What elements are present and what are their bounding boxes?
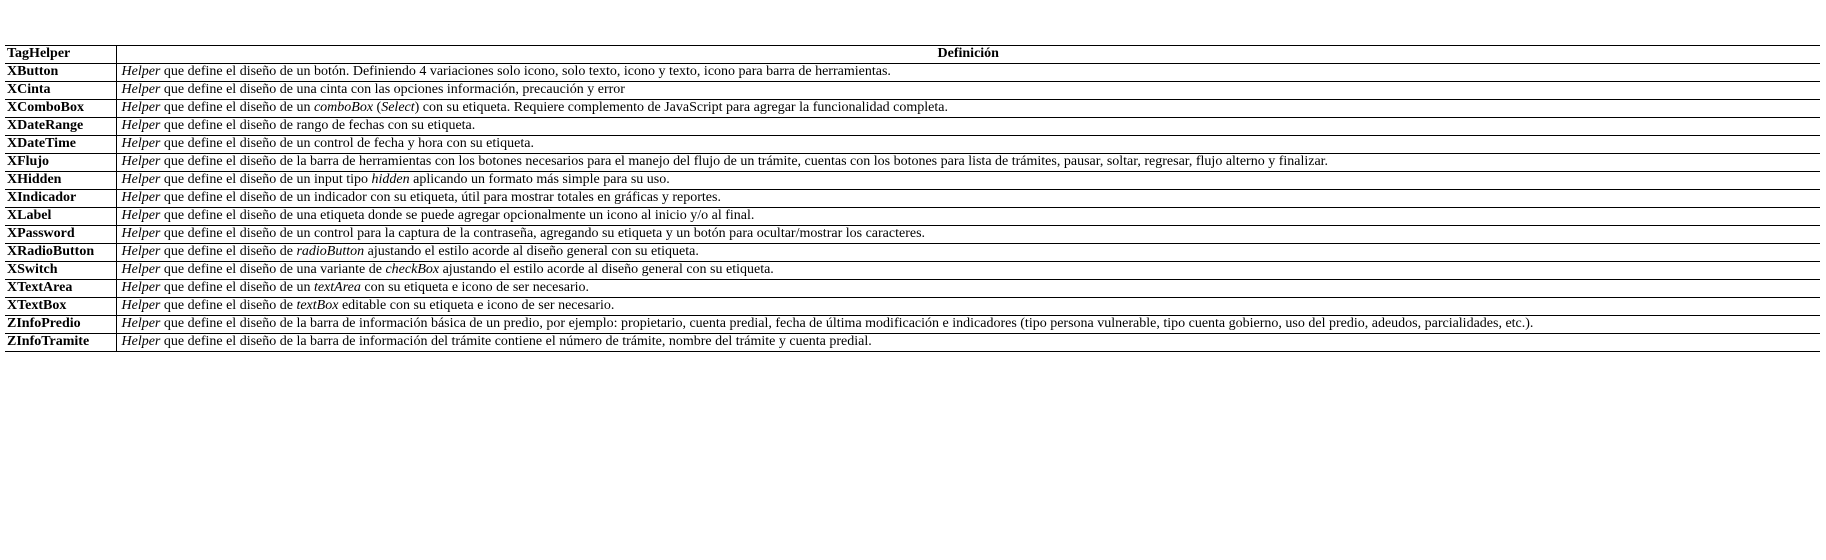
taghelper-name: XIndicador [5, 190, 116, 208]
definition-term: hidden [371, 172, 410, 187]
definition-text: que define el diseño de un control para la captura de la contraseña, agregando su etiqueta y un botón para ocultar/mostrar los caracteres. [160, 226, 926, 241]
taghelper-name: XComboBox [5, 100, 116, 118]
definition-text: que define el diseño de un input tipo [160, 172, 372, 187]
taghelper-definition [116, 172, 1820, 190]
definition-text: con su etiqueta e icono de ser necesario. [360, 280, 590, 295]
definition-term: Helper [121, 118, 161, 133]
definition-term: Helper [121, 82, 161, 97]
taghelper-definition [116, 280, 1820, 298]
definition-term: Helper [121, 280, 161, 295]
definition-term: Helper [121, 136, 161, 151]
definition-text: que define el diseño de una cinta con las opciones información, precaución y error [160, 82, 625, 97]
definition-term: Helper [121, 100, 161, 115]
table-row [5, 64, 1820, 82]
taghelper-definition [116, 262, 1820, 280]
taghelper-name: ZInfoPredio [5, 316, 116, 334]
definition-term: Helper [121, 316, 161, 331]
taghelper-name: XDateTime [5, 136, 116, 154]
definition-term: textBox [296, 298, 339, 313]
taghelper-definition [116, 316, 1820, 334]
taghelper-definition [116, 118, 1820, 136]
taghelper-definition [116, 82, 1820, 100]
definition-text: que define el diseño de rango de fechas con su etiqueta. [160, 118, 476, 133]
taghelper-name: XCinta [5, 82, 116, 100]
taghelper-definition [116, 100, 1820, 118]
taghelper-definition [116, 154, 1820, 172]
taghelper-name: XPassword [5, 226, 116, 244]
definition-term: Helper [121, 244, 161, 259]
taghelper-definition [116, 136, 1820, 154]
definition-text: que define el diseño de [160, 244, 297, 259]
taghelper-definition [116, 190, 1820, 208]
table-row [5, 118, 1820, 136]
definition-term: comboBox [313, 100, 374, 115]
definition-text: que define el diseño de una etiqueta donde se puede agregar opcionalmente un icono al inicio y/o al final. [160, 208, 755, 223]
table-row [5, 244, 1820, 262]
definition-term: Helper [121, 154, 161, 169]
definition-text: que define el diseño de un indicador con su etiqueta, útil para mostrar totales en gráficas y reportes. [160, 190, 721, 205]
definition-term: Helper [121, 64, 161, 79]
definition-text: ajustando el estilo acorde al diseño general con su etiqueta. [364, 244, 699, 259]
taghelper-name: XSwitch [5, 262, 116, 280]
table-row [5, 190, 1820, 208]
definition-term: radioButton [296, 244, 365, 259]
table-row [5, 154, 1820, 172]
table-row [5, 334, 1820, 352]
taghelper-definition [116, 208, 1820, 226]
definition-term: Helper [121, 190, 161, 205]
table-row [5, 262, 1820, 280]
definition-term: Helper [121, 262, 161, 277]
taghelper-table [5, 45, 1820, 352]
table-row [5, 82, 1820, 100]
taghelper-definition [116, 334, 1820, 352]
definition-term: Helper [121, 172, 161, 187]
definition-term: Select [381, 100, 415, 115]
definition-text: que define el diseño de la barra de información básica de un predio, por ejemplo: propietario, cuenta predial, fecha de última modificación e indicadores (tipo persona vulnerable, tipo cuenta gobierno, uso del predio, adeudos, parcialidades, etc.). [160, 316, 1534, 331]
taghelper-name: XFlujo [5, 154, 116, 172]
definition-text: que define el diseño de un [160, 280, 314, 295]
table-row [5, 208, 1820, 226]
definition-text: que define el diseño de un control de fecha y hora con su etiqueta. [160, 136, 534, 151]
definition-text: que define el diseño de un botón. Definiendo 4 variaciones solo icono, solo texto, icono y texto, icono para barra de herramientas. [160, 64, 891, 79]
table-row [5, 136, 1820, 154]
definition-term: Helper [121, 208, 161, 223]
taghelper-name: ZInfoTramite [5, 334, 116, 352]
definition-text: aplicando un formato más simple para su uso. [409, 172, 670, 187]
taghelper-definition [116, 298, 1820, 316]
table-header-row [5, 46, 1820, 64]
taghelper-name: XRadioButton [5, 244, 116, 262]
definition-term: checkBox [385, 262, 440, 277]
definition-text: que define el diseño de la barra de herramientas con los botones necesarios para el manejo del flujo de un trámite, cuentas con los botones para lista de trámites, pausar, soltar, regresar, flujo alterno y finalizar. [160, 154, 1329, 169]
definition-text: ) con su etiqueta. Requiere complemento de JavaScript para agregar la funcionalidad completa. [414, 100, 948, 115]
definition-text: que define el diseño de la barra de información del trámite contiene el número de trámite, nombre del trámite y cuenta predial. [160, 334, 872, 349]
definition-text: que define el diseño de [160, 298, 297, 313]
taghelper-name: XLabel [5, 208, 116, 226]
definition-text: editable con su etiqueta e icono de ser necesario. [338, 298, 615, 313]
definition-text: ( [373, 100, 382, 115]
taghelper-definition [116, 226, 1820, 244]
column-header-definicion: Definición [116, 46, 1820, 64]
table-row [5, 316, 1820, 334]
taghelper-name: XTextArea [5, 280, 116, 298]
taghelper-definition [116, 244, 1820, 262]
table-row [5, 172, 1820, 190]
definition-text: ajustando el estilo acorde al diseño general con su etiqueta. [439, 262, 774, 277]
definition-text: que define el diseño de una variante de [160, 262, 386, 277]
table-row [5, 100, 1820, 118]
taghelper-name: XHidden [5, 172, 116, 190]
taghelper-definition [116, 64, 1820, 82]
table-body [5, 64, 1820, 352]
taghelper-name: XTextBox [5, 298, 116, 316]
column-header-taghelper: TagHelper [5, 46, 116, 64]
definition-term: textArea [313, 280, 361, 295]
definition-term: Helper [121, 334, 161, 349]
taghelper-name: XDateRange [5, 118, 116, 136]
table-row [5, 226, 1820, 244]
definition-text: que define el diseño de un [160, 100, 314, 115]
definition-term: Helper [121, 226, 161, 241]
table-row [5, 298, 1820, 316]
table-row [5, 280, 1820, 298]
definition-term: Helper [121, 298, 161, 313]
taghelper-name: XButton [5, 64, 116, 82]
